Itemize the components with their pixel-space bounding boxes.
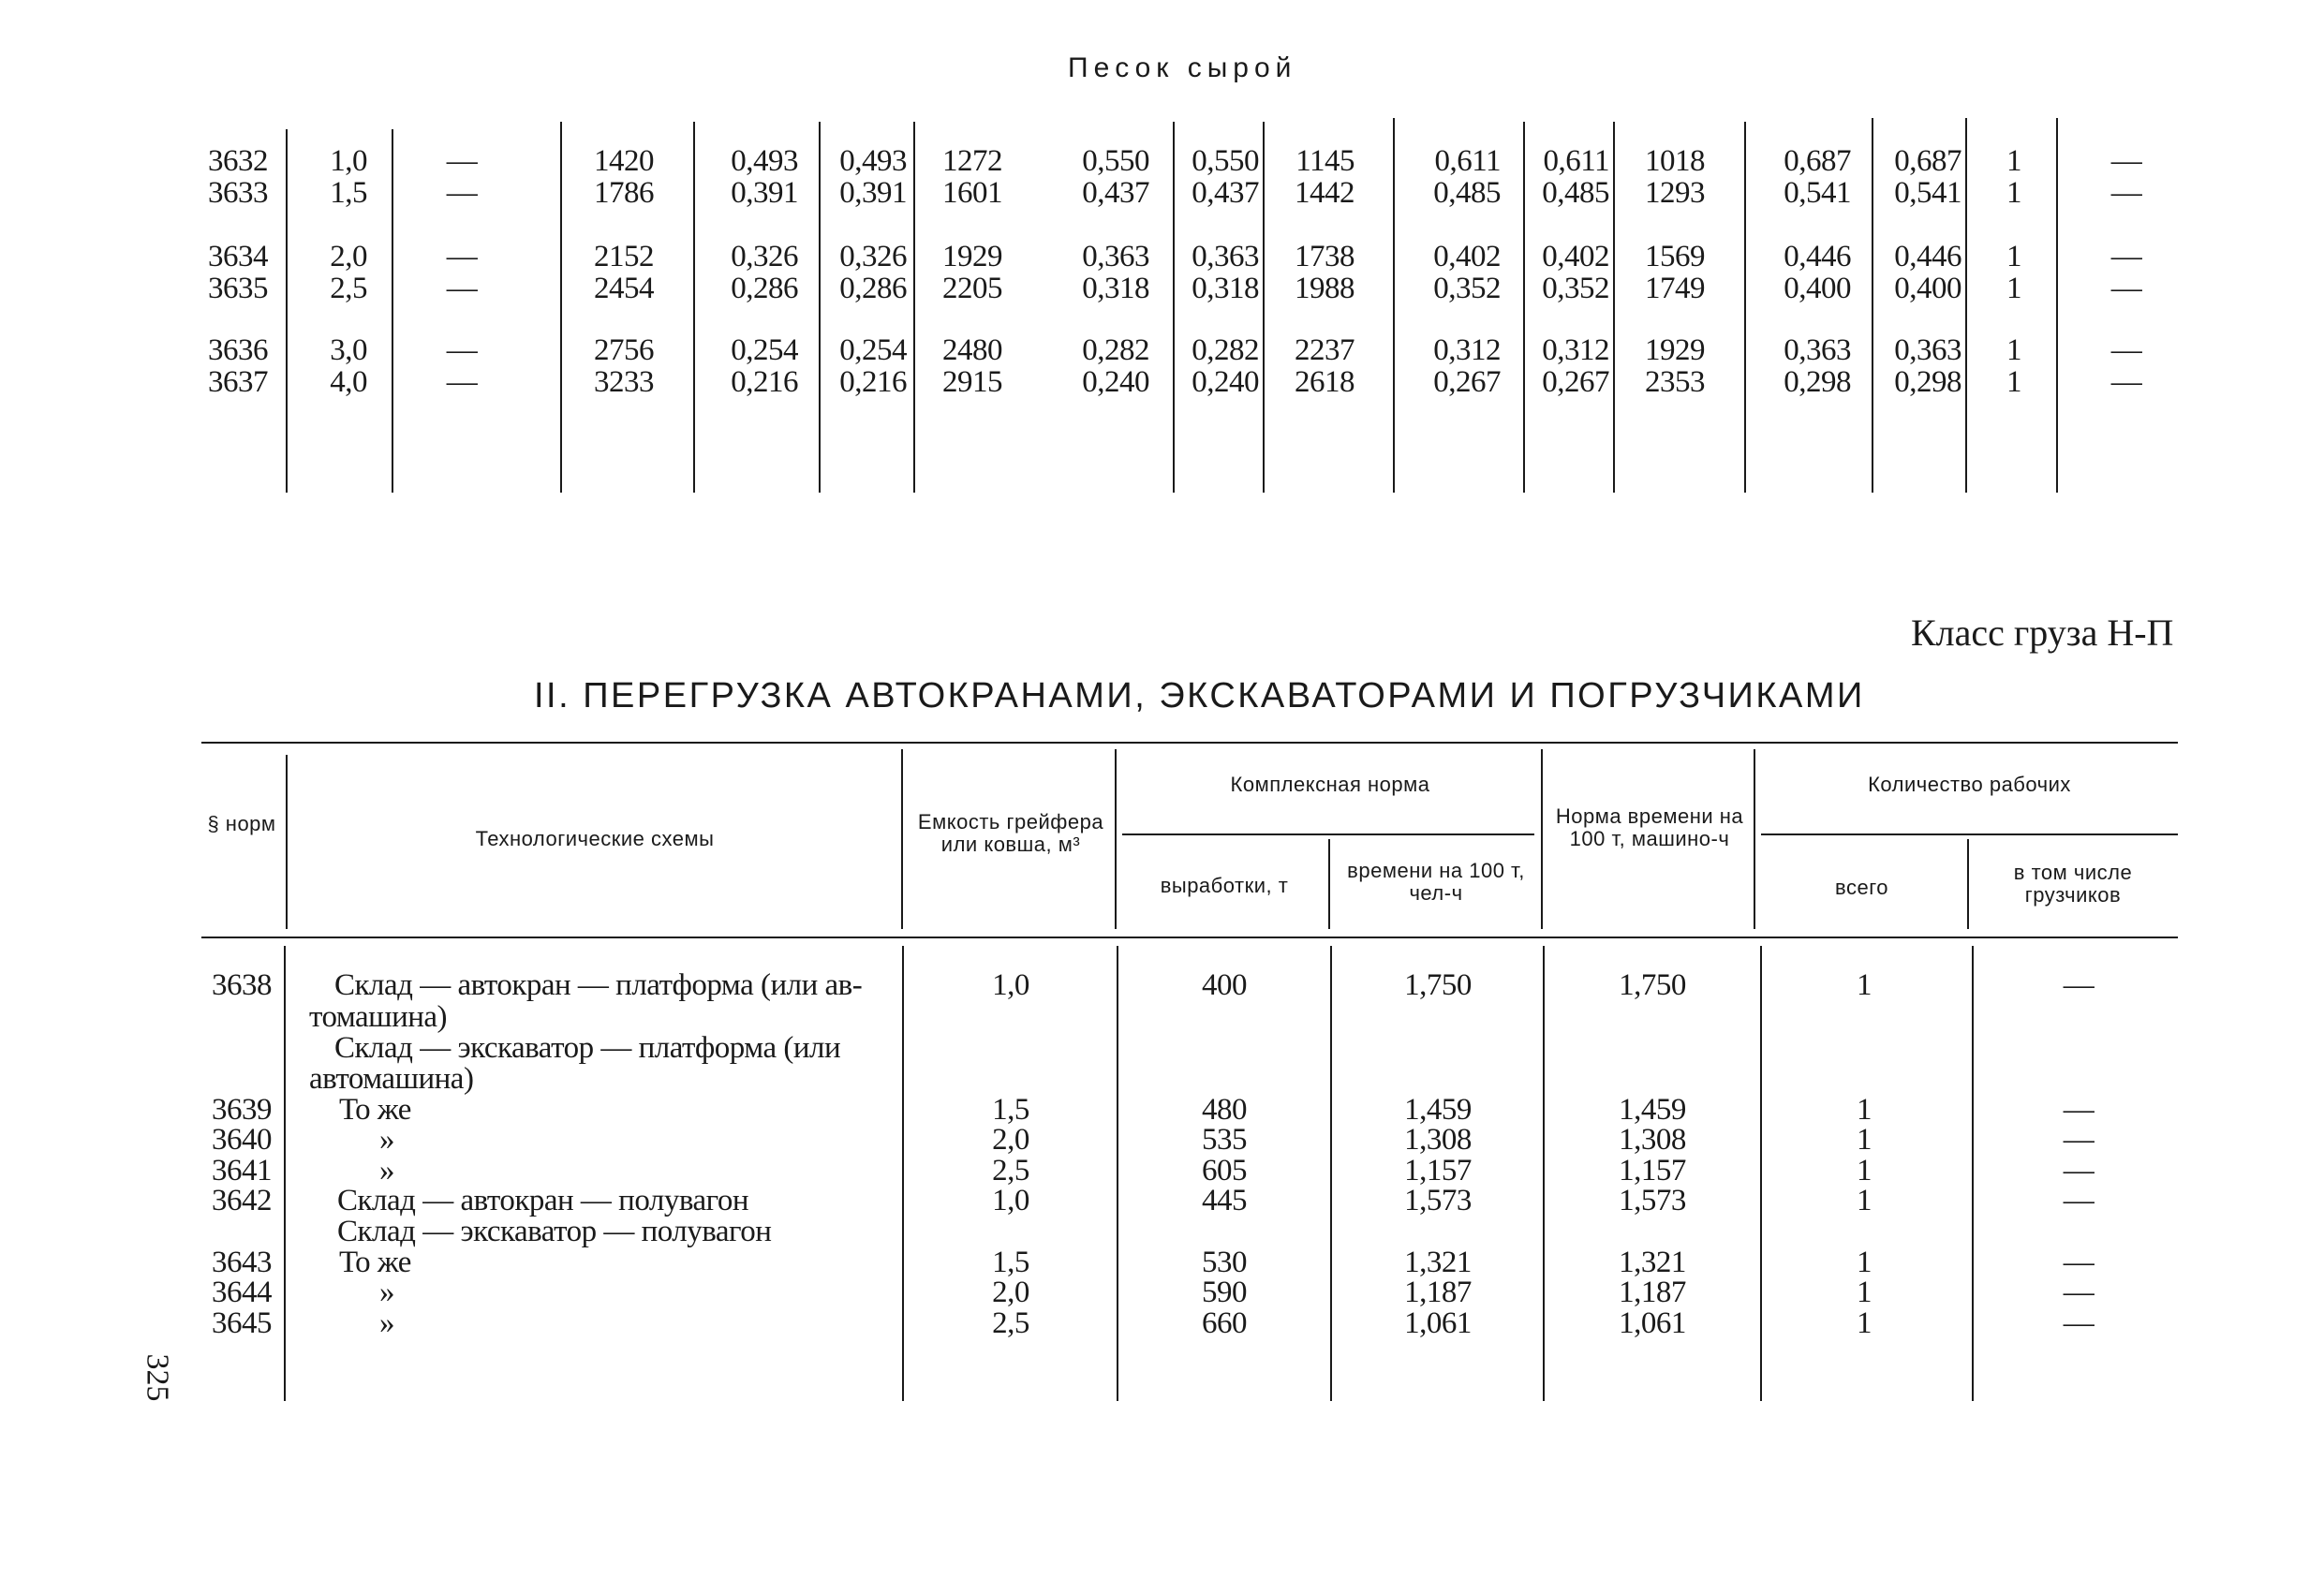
- top-cell-value: 0,267: [1433, 365, 1501, 399]
- top-cell-value: 0,363: [1894, 333, 1961, 367]
- top-cell-value: 0,286: [839, 272, 907, 305]
- row-workers-total: 1: [1857, 1154, 1872, 1187]
- top-cell-capacity: 1,0: [330, 144, 367, 178]
- top-cell-dash: —: [2110, 176, 2142, 210]
- header-complex-norm: Комплексная норма: [1230, 773, 1430, 796]
- row-time: 1,321: [1404, 1246, 1472, 1279]
- row-output: 660: [1202, 1306, 1247, 1340]
- top-cell-value: 0,254: [731, 333, 798, 367]
- top-cell-value: 0,541: [1784, 176, 1851, 210]
- row-machine-time: 1,459: [1619, 1093, 1686, 1127]
- top-table-vline: [1872, 118, 1873, 493]
- top-cell-norm: 3637: [208, 365, 268, 399]
- header-time-per-100: времени на 100 т, чел-ч: [1347, 859, 1525, 905]
- scheme-line: То же: [339, 1093, 411, 1127]
- top-cell-value: 1929: [1645, 333, 1705, 367]
- row-output: 605: [1202, 1154, 1247, 1187]
- top-cell-count: 1: [2006, 176, 2021, 210]
- row-machine-time: 1,321: [1619, 1246, 1686, 1279]
- top-cell-value: 0,254: [839, 333, 907, 367]
- row-norm: 3644: [212, 1276, 272, 1309]
- row-output: 480: [1202, 1093, 1247, 1127]
- top-cell-value: 2756: [594, 333, 654, 367]
- header-vline: [1967, 839, 1969, 929]
- row-time: 1,061: [1404, 1306, 1472, 1340]
- top-table-vline: [1523, 122, 1525, 493]
- top-cell-value: 1293: [1645, 176, 1705, 210]
- top-cell-norm: 3633: [208, 176, 268, 210]
- top-cell-value: 0,240: [1192, 365, 1259, 399]
- row-capacity: 2,0: [992, 1123, 1029, 1157]
- top-cell-value: 0,446: [1894, 240, 1961, 273]
- row-output: 445: [1202, 1184, 1247, 1217]
- top-cell-dash: —: [446, 365, 478, 399]
- row-time: 1,157: [1404, 1154, 1472, 1187]
- scheme-line: Склад — автокран — полувагон: [337, 1184, 749, 1217]
- row-workers-total: 1: [1857, 1184, 1872, 1217]
- page-number: 325: [140, 1353, 175, 1402]
- body-vline: [284, 946, 286, 1401]
- row-machine-time: 1,187: [1619, 1276, 1686, 1309]
- top-cell-value: 2205: [942, 272, 1002, 305]
- body-vline: [1972, 946, 1974, 1401]
- top-cell-count: 1: [2006, 272, 2021, 305]
- top-cell-dash: —: [446, 272, 478, 305]
- complex-norm-sub-rule: [1122, 833, 1534, 835]
- top-cell-value: 2454: [594, 272, 654, 305]
- row-machine-time: 1,308: [1619, 1123, 1686, 1157]
- top-table-vline: [1263, 122, 1265, 493]
- top-cell-value: 2618: [1295, 365, 1354, 399]
- top-cell-value: 0,282: [1082, 333, 1149, 367]
- top-table-vline: [693, 122, 695, 493]
- row-time: 1,573: [1404, 1184, 1472, 1217]
- row-norm: 3639: [212, 1093, 272, 1127]
- top-cell-capacity: 3,0: [330, 333, 367, 367]
- top-table-vline: [819, 122, 821, 493]
- row-time: 1,308: [1404, 1123, 1472, 1157]
- top-table-vline: [1744, 122, 1746, 493]
- top-cell-norm: 3636: [208, 333, 268, 367]
- top-cell-value: 0,312: [1542, 333, 1609, 367]
- top-cell-value: 0,400: [1784, 272, 1851, 305]
- top-table-vline: [2056, 118, 2058, 493]
- top-cell-value: 0,318: [1192, 272, 1259, 305]
- top-table-vline: [1173, 122, 1175, 493]
- top-cell-value: 1420: [594, 144, 654, 178]
- top-table-vline: [286, 129, 288, 493]
- top-cell-value: 0,550: [1192, 144, 1259, 178]
- scheme-line: »: [379, 1276, 394, 1309]
- row-workers-loaders: —: [2063, 1306, 2095, 1340]
- row-machine-time: 1,157: [1619, 1154, 1686, 1187]
- row-capacity: 1,5: [992, 1246, 1029, 1279]
- scheme-line: »: [379, 1123, 394, 1157]
- row-workers-loaders: —: [2063, 1184, 2095, 1217]
- top-cell-value: 0,402: [1542, 240, 1609, 273]
- scheme-line: Склад — экскаватор — платформа (или: [334, 1031, 841, 1065]
- header-vline: [1328, 839, 1330, 929]
- row-time: 1,750: [1404, 968, 1472, 1002]
- top-cell-capacity: 4,0: [330, 365, 367, 399]
- section-title: II. ПЕРЕГРУЗКА АВТОКРАНАМИ, ЭКСКАВАТОРАМИ И ПОГРУЗЧИКАМИ: [534, 676, 1865, 715]
- row-output: 530: [1202, 1246, 1247, 1279]
- header-output: выработки, т: [1160, 874, 1289, 897]
- row-capacity: 1,5: [992, 1093, 1029, 1127]
- top-cell-value: 0,437: [1082, 176, 1149, 210]
- top-cell-value: 1786: [594, 176, 654, 210]
- header-vline: [286, 755, 288, 929]
- top-cell-value: 0,326: [731, 240, 798, 273]
- top-cell-value: 1272: [942, 144, 1002, 178]
- table-top-rule: [201, 742, 2178, 744]
- scheme-line: То же: [339, 1246, 411, 1279]
- row-capacity: 1,0: [992, 1184, 1029, 1217]
- top-cell-dash: —: [446, 333, 478, 367]
- top-cell-value: 1749: [1645, 272, 1705, 305]
- row-capacity: 2,5: [992, 1306, 1029, 1340]
- scheme-line: »: [379, 1154, 394, 1187]
- top-cell-value: 0,352: [1542, 272, 1609, 305]
- top-cell-value: 1442: [1295, 176, 1354, 210]
- row-norm: 3641: [212, 1154, 272, 1187]
- top-cell-value: 0,318: [1082, 272, 1149, 305]
- top-cell-value: 0,298: [1894, 365, 1961, 399]
- top-cell-value: 0,391: [839, 176, 907, 210]
- scheme-line: Склад — автокран — платформа (или ав-: [334, 968, 863, 1002]
- row-time: 1,187: [1404, 1276, 1472, 1309]
- scheme-line: »: [379, 1306, 394, 1340]
- row-workers-loaders: —: [2063, 1276, 2095, 1309]
- top-section-title: Песок сырой: [1068, 52, 1297, 83]
- body-vline: [1117, 946, 1118, 1401]
- row-workers-total: 1: [1857, 1276, 1872, 1309]
- top-cell-value: 1601: [942, 176, 1002, 210]
- top-cell-capacity: 2,0: [330, 240, 367, 273]
- row-capacity: 2,5: [992, 1154, 1029, 1187]
- row-capacity: 2,0: [992, 1276, 1029, 1309]
- body-vline: [1543, 946, 1545, 1401]
- row-norm: 3645: [212, 1306, 272, 1340]
- top-table-vline: [1613, 122, 1615, 493]
- top-table-vline: [1965, 118, 1967, 493]
- top-cell-value: 0,541: [1894, 176, 1961, 210]
- top-table-vline: [913, 122, 915, 493]
- top-cell-value: 0,493: [839, 144, 907, 178]
- header-capacity: Емкость грейфера или ковша, м³: [917, 810, 1104, 856]
- top-cell-value: 0,391: [731, 176, 798, 210]
- top-cell-value: 0,240: [1082, 365, 1149, 399]
- header-vline: [1754, 749, 1755, 929]
- top-cell-dash: —: [446, 144, 478, 178]
- top-cell-value: 3233: [594, 365, 654, 399]
- top-cell-dash: —: [2110, 240, 2142, 273]
- top-cell-value: 0,611: [1434, 144, 1501, 178]
- workers-sub-rule: [1761, 833, 2178, 835]
- header-workers-total: всего: [1835, 876, 1888, 899]
- header-schemes: Технологические схемы: [475, 827, 715, 850]
- top-cell-dash: —: [2110, 272, 2142, 305]
- top-cell-value: 0,402: [1433, 240, 1501, 273]
- top-cell-value: 0,611: [1543, 144, 1609, 178]
- top-cell-value: 0,400: [1894, 272, 1961, 305]
- top-table-vline: [560, 122, 562, 493]
- row-norm: 3638: [212, 968, 272, 1002]
- top-cell-value: 0,312: [1433, 333, 1501, 367]
- top-cell-dash: —: [446, 176, 478, 210]
- scheme-line: автомашина): [309, 1062, 474, 1096]
- row-workers-total: 1: [1857, 1246, 1872, 1279]
- top-cell-value: 0,363: [1784, 333, 1851, 367]
- row-norm: 3640: [212, 1123, 272, 1157]
- top-cell-value: 1988: [1295, 272, 1354, 305]
- top-cell-capacity: 2,5: [330, 272, 367, 305]
- row-output: 590: [1202, 1276, 1247, 1309]
- top-cell-value: 1018: [1645, 144, 1705, 178]
- top-cell-value: 0,352: [1433, 272, 1501, 305]
- top-table-vline: [1393, 118, 1395, 493]
- header-vline: [1541, 749, 1543, 929]
- top-cell-norm: 3634: [208, 240, 268, 273]
- row-workers-total: 1: [1857, 1306, 1872, 1340]
- scheme-line: Склад — экскаватор — полувагон: [337, 1215, 772, 1248]
- row-machine-time: 1,573: [1619, 1184, 1686, 1217]
- body-vline: [1330, 946, 1332, 1401]
- body-vline: [902, 946, 904, 1401]
- top-cell-value: 0,363: [1082, 240, 1149, 273]
- top-cell-value: 0,485: [1542, 176, 1609, 210]
- top-cell-value: 0,216: [839, 365, 907, 399]
- top-cell-value: 2915: [942, 365, 1002, 399]
- top-cell-dash: —: [2110, 365, 2142, 399]
- top-cell-value: 2237: [1295, 333, 1354, 367]
- top-table-vline: [392, 129, 393, 493]
- row-workers-total: 1: [1857, 1123, 1872, 1157]
- row-norm: 3642: [212, 1184, 272, 1217]
- top-cell-value: 0,326: [839, 240, 907, 273]
- top-cell-count: 1: [2006, 144, 2021, 178]
- top-cell-value: 0,298: [1784, 365, 1851, 399]
- top-cell-value: 2152: [594, 240, 654, 273]
- row-workers-loaders: —: [2063, 1093, 2095, 1127]
- top-cell-value: 0,437: [1192, 176, 1259, 210]
- class-label: Класс груза Н-П: [1911, 612, 2174, 654]
- row-workers-loaders: —: [2063, 1123, 2095, 1157]
- top-cell-dash: —: [2110, 144, 2142, 178]
- table-header-bottom-rule: [201, 937, 2178, 938]
- top-cell-value: 0,282: [1192, 333, 1259, 367]
- top-cell-count: 1: [2006, 365, 2021, 399]
- top-cell-norm: 3635: [208, 272, 268, 305]
- top-cell-value: 1738: [1295, 240, 1354, 273]
- top-cell-value: 1929: [942, 240, 1002, 273]
- header-workers-loaders: в том числе грузчиков: [2013, 861, 2133, 907]
- top-cell-value: 2353: [1645, 365, 1705, 399]
- row-machine-time: 1,061: [1619, 1306, 1686, 1340]
- scheme-line: томашина): [309, 1000, 448, 1034]
- row-workers-loaders: —: [2063, 1246, 2095, 1279]
- row-time: 1,459: [1404, 1093, 1472, 1127]
- row-machine-time: 1,750: [1619, 968, 1686, 1002]
- top-cell-capacity: 1,5: [330, 176, 367, 210]
- row-workers-loaders: —: [2063, 968, 2095, 1002]
- row-workers-loaders: —: [2063, 1154, 2095, 1187]
- row-output: 400: [1202, 968, 1247, 1002]
- top-cell-dash: —: [2110, 333, 2142, 367]
- top-cell-value: 0,493: [731, 144, 798, 178]
- top-cell-norm: 3632: [208, 144, 268, 178]
- top-cell-count: 1: [2006, 333, 2021, 367]
- top-cell-value: 0,485: [1433, 176, 1501, 210]
- header-norm: § норм: [207, 812, 276, 835]
- top-cell-count: 1: [2006, 240, 2021, 273]
- row-workers-total: 1: [1857, 968, 1872, 1002]
- header-workers: Количество рабочих: [1868, 773, 2071, 796]
- top-cell-dash: —: [446, 240, 478, 273]
- row-capacity: 1,0: [992, 968, 1029, 1002]
- top-cell-value: 0,687: [1894, 144, 1961, 178]
- top-cell-value: 0,267: [1542, 365, 1609, 399]
- top-cell-value: 1145: [1295, 144, 1354, 178]
- top-cell-value: 0,550: [1082, 144, 1149, 178]
- top-cell-value: 0,446: [1784, 240, 1851, 273]
- header-vline: [901, 749, 903, 929]
- top-cell-value: 0,286: [731, 272, 798, 305]
- top-cell-value: 0,363: [1192, 240, 1259, 273]
- row-output: 535: [1202, 1123, 1247, 1157]
- top-cell-value: 0,216: [731, 365, 798, 399]
- row-workers-total: 1: [1857, 1093, 1872, 1127]
- header-vline: [1115, 749, 1117, 929]
- top-cell-value: 1569: [1645, 240, 1705, 273]
- top-cell-value: 0,687: [1784, 144, 1851, 178]
- top-cell-value: 2480: [942, 333, 1002, 367]
- header-machine-time: Норма времени на 100 т, машино-ч: [1555, 804, 1744, 850]
- row-norm: 3643: [212, 1246, 272, 1279]
